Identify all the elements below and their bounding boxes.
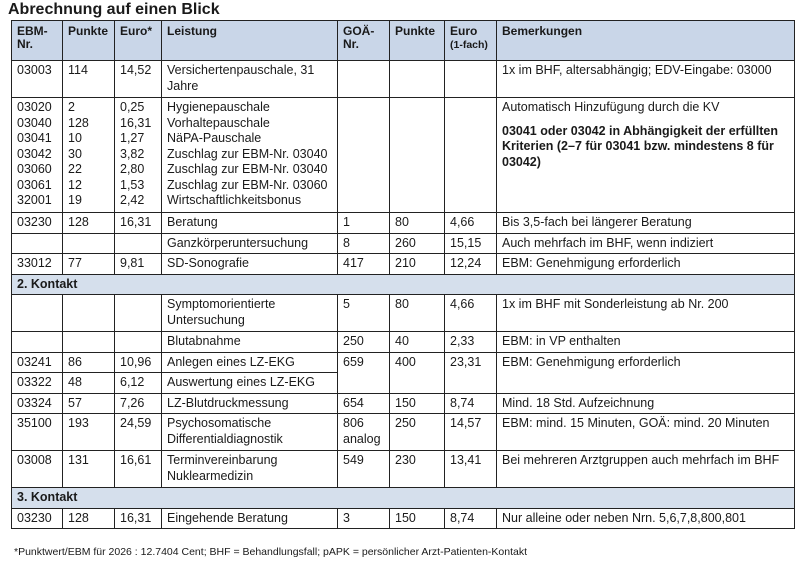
cell-punkte-goae: 260	[390, 233, 445, 254]
section-row-3	[12, 488, 795, 509]
cell-punkte: 131	[63, 451, 115, 488]
billing-table	[11, 20, 795, 529]
cell-euro: 16,61	[115, 451, 162, 488]
cell-punkte-goae: 40	[390, 332, 445, 353]
table-row	[12, 295, 795, 332]
cell-punkte: 2 128 10 30 22 12 19	[63, 98, 115, 213]
cell-leistung: Versichertenpauschale, 31 Jahre	[162, 61, 338, 98]
cell-punkte: 57	[63, 393, 115, 414]
cell-goae: 417	[338, 254, 390, 275]
col-punkte: Punkte	[63, 21, 115, 61]
cell-euro-1fach: 4,66	[445, 213, 497, 234]
cell-goae: 659	[338, 352, 390, 393]
cell-bemerkung: Bei mehreren Arztgruppen auch mehrfach im BHF	[497, 451, 795, 488]
table-row	[12, 332, 795, 353]
table-row	[12, 508, 795, 529]
cell-euro: 6,12	[115, 373, 162, 394]
cell-euro: 10,96	[115, 352, 162, 373]
cell-punkte: 128	[63, 213, 115, 234]
cell-ebm: 33012	[12, 254, 63, 275]
table-row	[12, 254, 795, 275]
cell-ebm	[12, 332, 63, 353]
cell-punkte-goae	[390, 61, 445, 98]
cell-bemerkung: EBM: Genehmigung erforderlich	[497, 254, 795, 275]
cell-bemerkung: Automatisch Hinzufügung durch die KV 03041 oder 03042 in Abhängigkeit der erfüllten Kriterien (2–7 für 03041 bzw. mindestens 8 für 03042)	[497, 98, 795, 213]
table-row	[12, 393, 795, 414]
cell-euro: 16,31	[115, 213, 162, 234]
section-title: 2. Kontakt	[12, 274, 795, 295]
cell-goae: 3	[338, 508, 390, 529]
cell-goae: 5	[338, 295, 390, 332]
cell-euro-1fach: 4,66	[445, 295, 497, 332]
header-row	[12, 21, 795, 61]
cell-leistung: Hygienepauschale Vorhaltepauschale NäPA-Pauschale Zuschlag zur EBM-Nr. 03040 Zuschlag zur EBM-Nr. 03040 Zuschlag zur EBM-Nr. 03060 Wirtschaftlichkeitsbonus	[162, 98, 338, 213]
cell-euro-1fach	[445, 61, 497, 98]
col-bemerkungen: Bemerkungen	[497, 21, 795, 61]
cell-punkte: 48	[63, 373, 115, 394]
section-row-2	[12, 274, 795, 295]
cell-punkte	[63, 295, 115, 332]
cell-punkte-goae: 80	[390, 295, 445, 332]
cell-leistung: Psychosomatische Differentialdiagnostik	[162, 414, 338, 451]
cell-ebm	[12, 295, 63, 332]
cell-euro: 9,81	[115, 254, 162, 275]
cell-bemerkung: 1x im BHF, altersabhängig; EDV-Eingabe: 03000	[497, 61, 795, 98]
cell-leistung: Symptomorientierte Untersuchung	[162, 295, 338, 332]
cell-punkte-goae: 80	[390, 213, 445, 234]
cell-euro-1fach: 8,74	[445, 508, 497, 529]
col-ebm: EBM- Nr.	[12, 21, 63, 61]
cell-euro-1fach	[445, 98, 497, 213]
table-row	[12, 61, 795, 98]
cell-leistung: Auswertung eines LZ-EKG	[162, 373, 338, 394]
cell-punkte-goae: 250	[390, 414, 445, 451]
cell-leistung: Anlegen eines LZ-EKG	[162, 352, 338, 373]
cell-goae: 8	[338, 233, 390, 254]
col-euro-1fach: Euro (1-fach)	[445, 21, 497, 61]
table-row	[12, 451, 795, 488]
cell-punkte-goae: 210	[390, 254, 445, 275]
cell-ebm	[12, 233, 63, 254]
footnote: *Punktwert/EBM für 2026 : 12.7404 Cent; BHF = Behandlungsfall; pAPK = persönlicher Arzt-Patienten-Kontakt	[14, 546, 528, 558]
cell-bemerkung: 1x im BHF mit Sonderleistung ab Nr. 200	[497, 295, 795, 332]
cell-euro	[115, 295, 162, 332]
cell-punkte: 193	[63, 414, 115, 451]
cell-euro	[115, 233, 162, 254]
table-row	[12, 213, 795, 234]
cell-leistung: LZ-Blutdruckmessung	[162, 393, 338, 414]
cell-leistung: SD-Sonografie	[162, 254, 338, 275]
cell-euro: 14,52	[115, 61, 162, 98]
cell-euro: 16,31	[115, 508, 162, 529]
cell-punkte-goae	[390, 98, 445, 213]
cell-punkte	[63, 332, 115, 353]
cell-punkte-goae: 150	[390, 508, 445, 529]
cell-euro: 24,59	[115, 414, 162, 451]
cell-goae: 1	[338, 213, 390, 234]
cell-punkte-goae: 230	[390, 451, 445, 488]
col-leistung: Leistung	[162, 21, 338, 61]
cell-euro-1fach: 15,15	[445, 233, 497, 254]
cell-ebm: 03230	[12, 508, 63, 529]
table-row	[12, 352, 795, 373]
cell-punkte: 77	[63, 254, 115, 275]
cell-euro	[115, 332, 162, 353]
cell-goae	[338, 61, 390, 98]
cell-bemerkung: Nur alleine oder neben Nrn. 5,6,7,8,800,801	[497, 508, 795, 529]
cell-euro-1fach: 14,57	[445, 414, 497, 451]
page-title: Abrechnung auf einen Blick	[8, 1, 220, 18]
cell-leistung: Beratung	[162, 213, 338, 234]
cell-goae	[338, 98, 390, 213]
table-row	[12, 233, 795, 254]
cell-euro-1fach: 8,74	[445, 393, 497, 414]
section-title: 3. Kontakt	[12, 488, 795, 509]
cell-bemerkung: EBM: mind. 15 Minuten, GOÄ: mind. 20 Minuten	[497, 414, 795, 451]
cell-euro-1fach: 13,41	[445, 451, 497, 488]
cell-euro: 7,26	[115, 393, 162, 414]
cell-bemerkung: Auch mehrfach im BHF, wenn indiziert	[497, 233, 795, 254]
col-goae: GOÄ- Nr.	[338, 21, 390, 61]
cell-punkte: 128	[63, 508, 115, 529]
cell-bemerkung: Bis 3,5-fach bei längerer Beratung	[497, 213, 795, 234]
cell-goae: 806 analog	[338, 414, 390, 451]
cell-punkte: 114	[63, 61, 115, 98]
cell-leistung: Eingehende Beratung	[162, 508, 338, 529]
table-row	[12, 414, 795, 451]
cell-ebm: 03322	[12, 373, 63, 394]
cell-leistung: Ganzkörperuntersuchung	[162, 233, 338, 254]
cell-euro-1fach: 2,33	[445, 332, 497, 353]
cell-ebm: 35100	[12, 414, 63, 451]
cell-euro: 0,25 16,31 1,27 3,82 2,80 1,53 2,42	[115, 98, 162, 213]
cell-ebm: 03003	[12, 61, 63, 98]
cell-ebm: 03241	[12, 352, 63, 373]
cell-punkte: 86	[63, 352, 115, 373]
cell-bemerkung: EBM: Genehmigung erforderlich	[497, 352, 795, 393]
cell-punkte	[63, 233, 115, 254]
cell-ebm: 03008	[12, 451, 63, 488]
cell-euro-1fach: 12,24	[445, 254, 497, 275]
cell-ebm: 03230	[12, 213, 63, 234]
cell-bemerkung: EBM: in VP enthalten	[497, 332, 795, 353]
cell-punkte-goae: 150	[390, 393, 445, 414]
cell-goae: 654	[338, 393, 390, 414]
table-row-group	[12, 98, 795, 213]
cell-leistung: Blutabnahme	[162, 332, 338, 353]
col-euro: Euro*	[115, 21, 162, 61]
cell-leistung: Terminvereinbarung Nuklearmedizin	[162, 451, 338, 488]
cell-bemerkung: Mind. 18 Std. Aufzeichnung	[497, 393, 795, 414]
cell-goae: 250	[338, 332, 390, 353]
cell-euro-1fach: 23,31	[445, 352, 497, 393]
cell-ebm: 03020 03040 03041 03042 03060 03061 32001	[12, 98, 63, 213]
cell-punkte-goae: 400	[390, 352, 445, 393]
cell-goae: 549	[338, 451, 390, 488]
col-punkte-goae: Punkte	[390, 21, 445, 61]
cell-ebm: 03324	[12, 393, 63, 414]
